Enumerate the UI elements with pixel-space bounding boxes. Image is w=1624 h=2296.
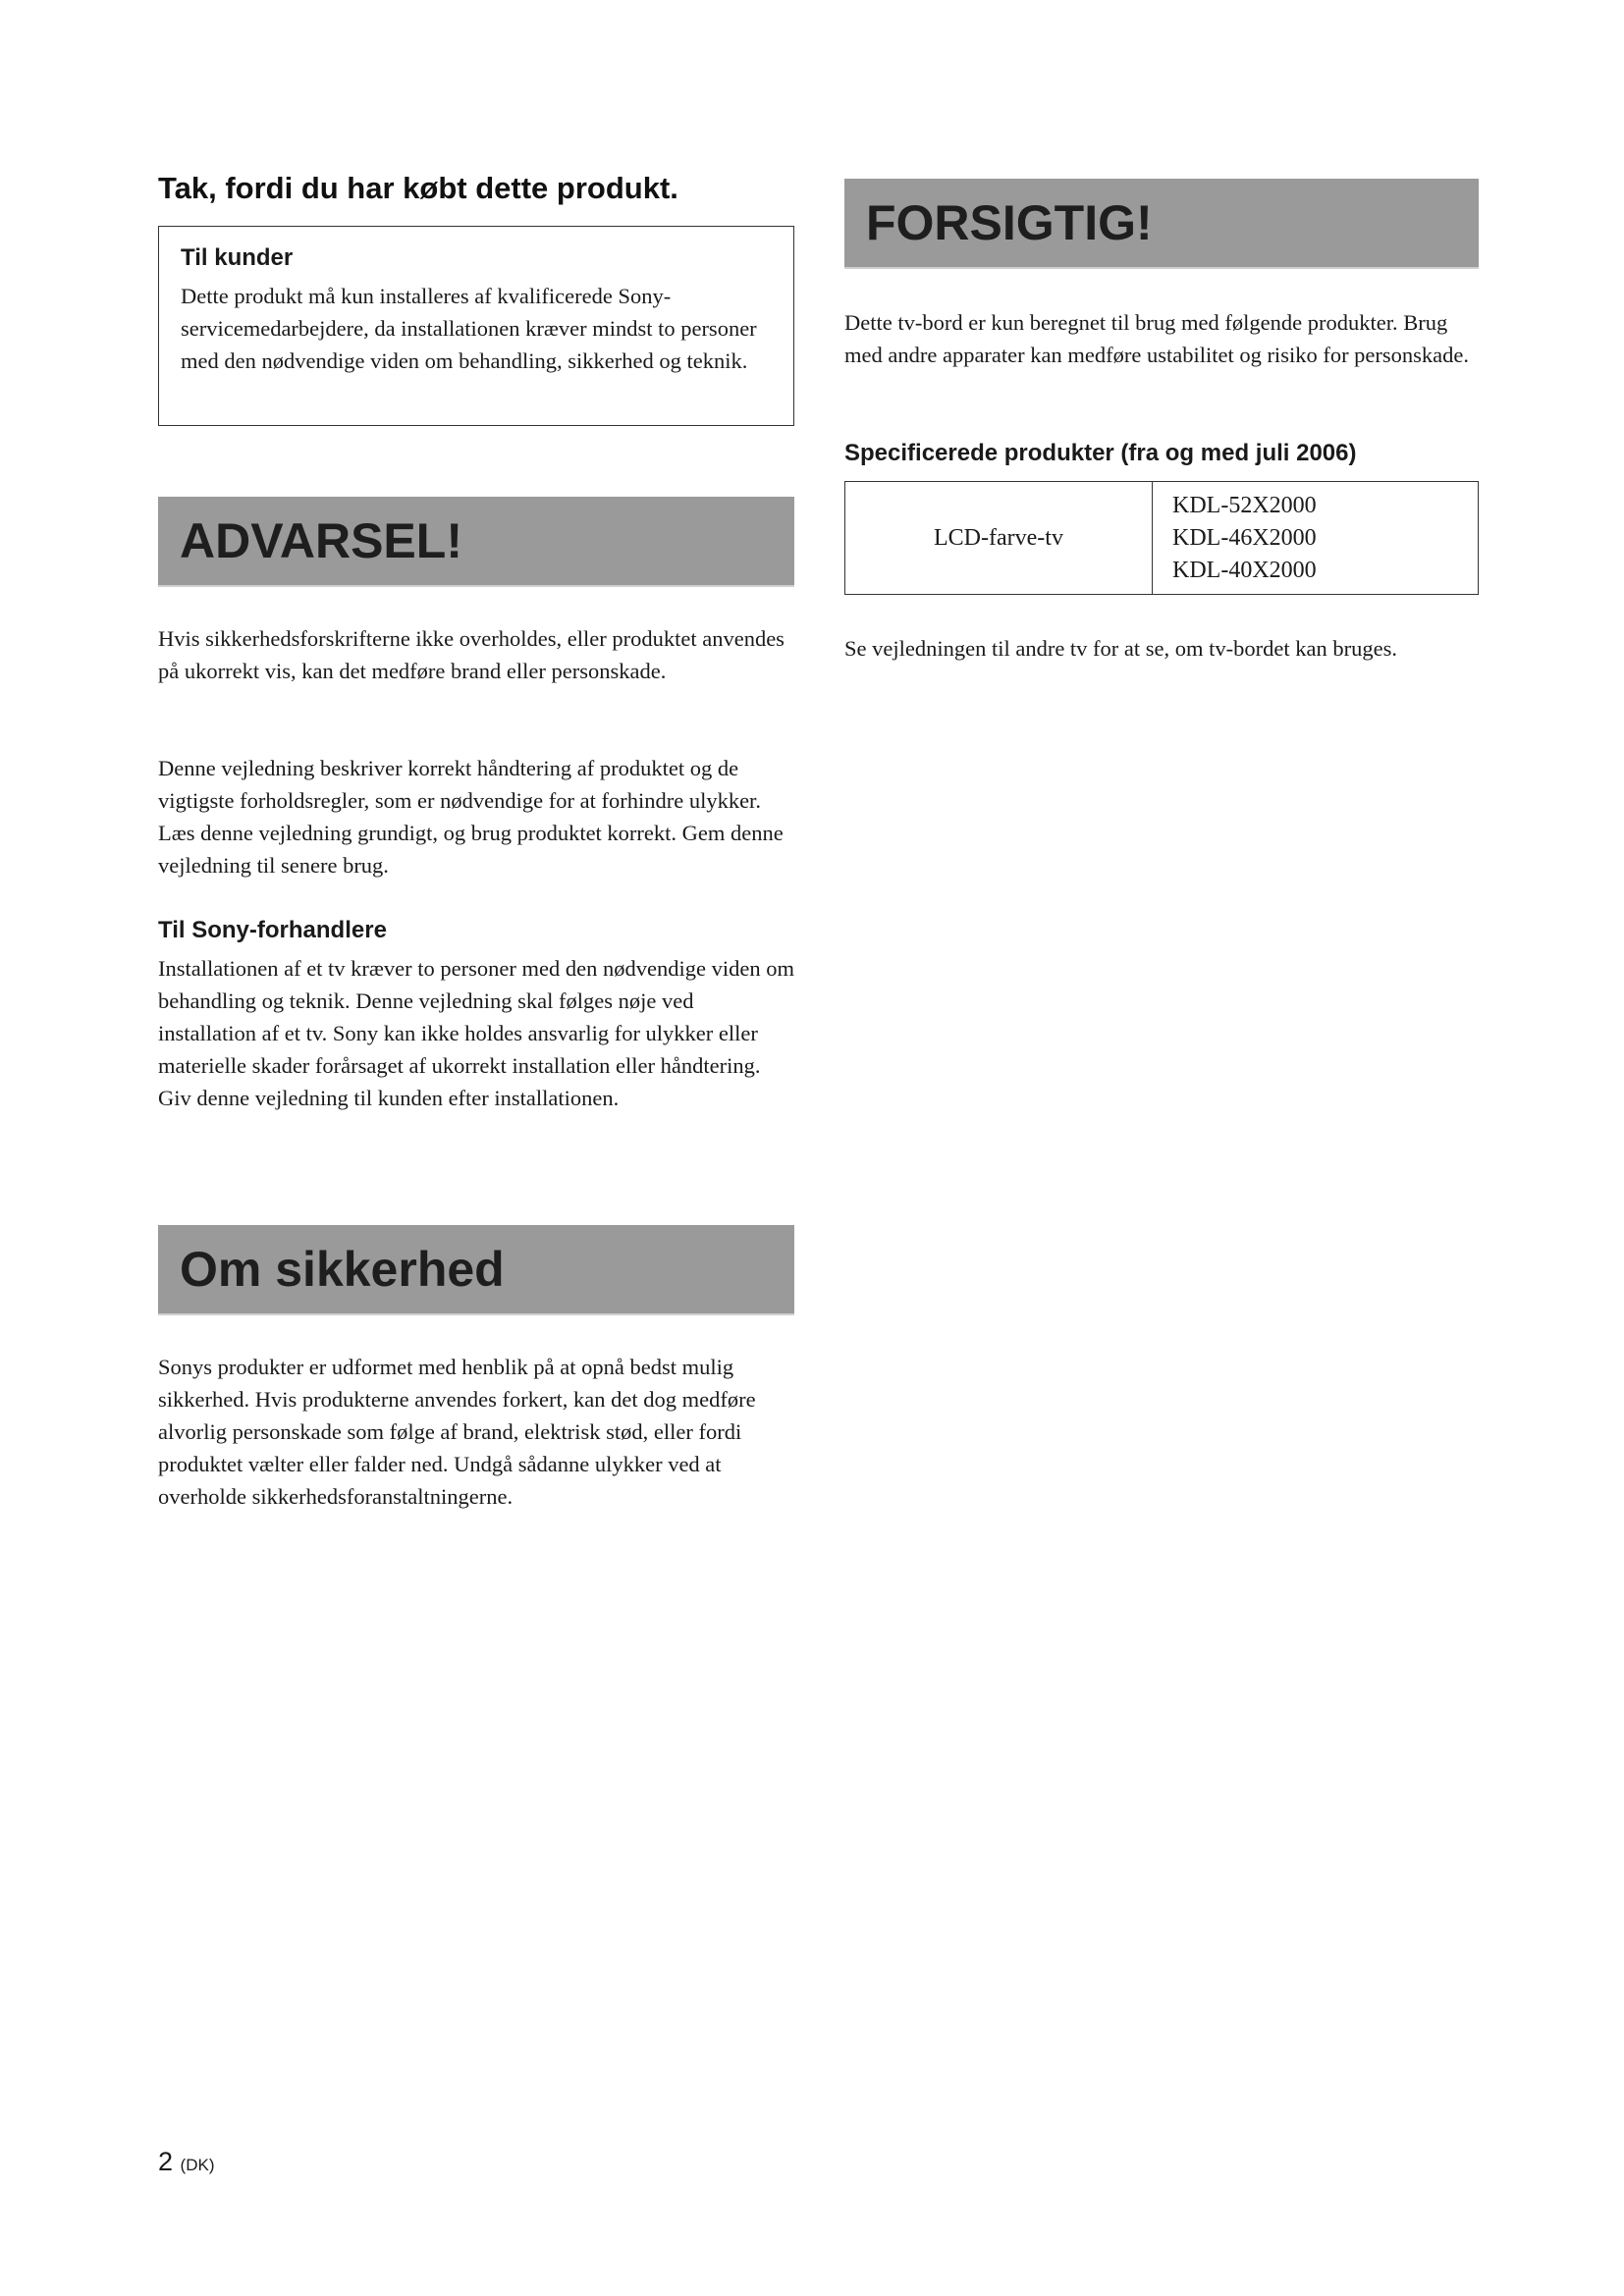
warning-paragraph-2: Denne vejledning beskriver korrekt håndtering af produktet og de vigtigste forholdsregler, som er nødvendige for at forhindre ulykker. Læs denne vejledning grundigt, og brug produktet korrekt. Gem denne vejledning til senere brug. [158,756,784,878]
page-number [158,2147,215,2177]
page-heading: Tak, fordi du har købt dette produkt. [158,171,678,205]
model-item: KDL-52X2000 [1172,492,1317,518]
safety-banner: Om sikkerhed [158,1225,794,1315]
dealers-paragraph: Installationen af et tv kræver to personer med den nødvendige viden om behandling og teknik. Denne vejledning skal følges nøje ved installation af et tv. Sony kan ikke holdes ansvarlig for ulykker eller materielle skader forårsaget af ukorrekt installation eller håndtering. Giv denne vejledning til kunden efter installationen. [158,956,794,1110]
caution-paragraph: Dette tv-bord er kun beregnet til brug med følgende produkter. Brug med andre apparater kan medføre ustabilitet og risiko for personskade. [844,310,1470,367]
products-table [844,481,1479,595]
product-category-cell: LCD-farve-tv [845,482,1153,595]
caution-banner: FORSIGTIG! [844,179,1479,269]
safety-paragraph: Sonys produkter er udformet med henblik på at opnå bedst mulig sikkerhed. Hvis produkterne anvendes forkert, kan det dog medføre alvorlig personskade som følge af brand, elektrisk stød, eller fordi produktet vælter eller falder ned. Undgå sådanne ulykker ved at overholde sikkerhedsforanstaltningerne. [158,1355,756,1509]
model-item: KDL-40X2000 [1172,557,1317,583]
products-title: Specificerede produkter (fra og med juli 2006) [844,440,1357,466]
customer-notice-title: Til kunder [181,244,294,271]
warning-banner: ADVARSEL! [158,497,794,587]
language-code: (DK) [180,2156,215,2174]
customer-notice-text: Dette produkt må kun installeres af kvalificerede Sony-servicemedarbejdere, da installationen kræver mindst to personer med den nødvendige viden om behandling, sikkerhed og teknik. [181,284,757,373]
customer-notice-box [158,226,794,426]
dealers-title: Til Sony-forhandlere [158,917,387,943]
product-models-cell [1153,482,1479,595]
page-number-value: 2 [158,2147,174,2176]
note-paragraph: Se vejledningen til andre tv for at se, om tv-bordet kan bruges. [844,636,1397,661]
model-item: KDL-46X2000 [1172,524,1317,551]
warning-paragraph-1: Hvis sikkerhedsforskrifterne ikke overholdes, eller produktet anvendes på ukorrekt vis, kan det medføre brand eller personskade. [158,626,785,683]
table-row [845,482,1479,595]
